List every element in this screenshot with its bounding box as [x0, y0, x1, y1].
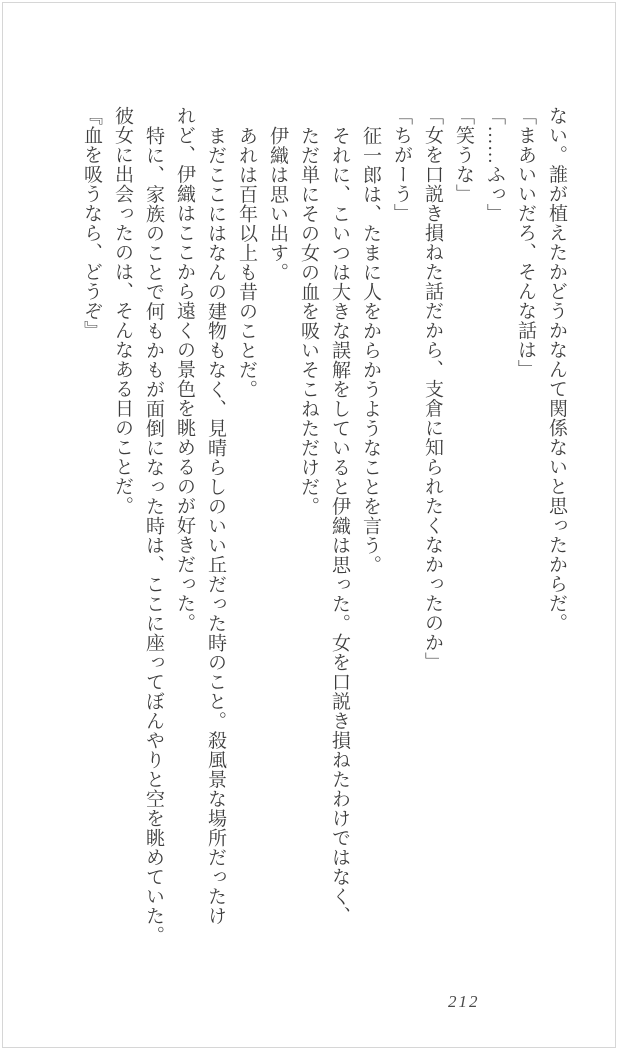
- text-column: 「……ふっ」: [484, 106, 505, 223]
- text-column: 『血を吸うなら、どうぞ』: [81, 106, 102, 340]
- text-column: 「まあいいだろ、そんな話は」: [515, 106, 536, 379]
- text-column: あれは百年以上も昔のことだ。: [236, 125, 257, 399]
- text-column: 伊織は思い出す。: [267, 125, 288, 282]
- text-column: 彼女に出会ったのは、そんなある日のことだ。: [112, 106, 133, 516]
- text-column: それに、こいつは大きな誤解をしていると伊織は思った。女を口説き損ねたわけではなく、: [329, 125, 350, 925]
- text-column: 「ちがーう」: [391, 106, 412, 223]
- text-column: ない。誰が植えたかどうかなんて関係ないと思ったからだ。: [546, 106, 567, 633]
- text-column: 「笑うな」: [453, 106, 474, 204]
- text-column: 「女を口説き損ねた話だから、支倉に知られたくなかったのか」: [422, 106, 443, 672]
- text-column: 征一郎は、たまに人をからかうようなことを言う。: [360, 125, 381, 574]
- text-column: れど、伊織はここから遠くの景色を眺めるのが好きだった。: [174, 106, 195, 633]
- text-columns: [76, 106, 572, 954]
- page-number: 212: [448, 992, 480, 1011]
- text-column: ただ単にその女の血を吸いそこねただけだ。: [298, 125, 319, 516]
- text-column: 特に、家族のことで何もかもが面倒になった時は、ここに座ってぼんやりと空を眺めていた。: [143, 125, 164, 945]
- text-column: まだここにはなんの建物もなく、見晴らしのいい丘だった時のこと。殺風景な場所だったけ: [205, 125, 226, 925]
